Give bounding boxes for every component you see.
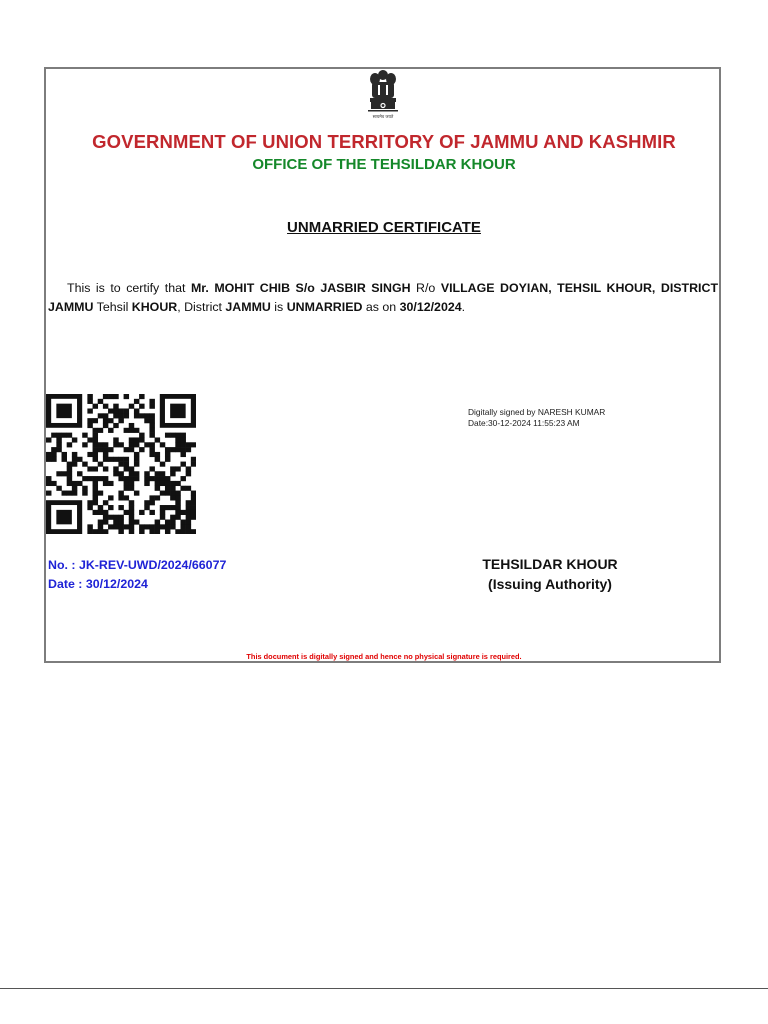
- digital-signature-note: This document is digitally signed and hence no physical signature is required.: [246, 652, 522, 661]
- authority-title: TEHSILDAR KHOUR: [482, 556, 618, 572]
- digital-signature: [468, 407, 605, 429]
- government-title: GOVERNMENT OF UNION TERRITORY OF JAMMU AND KASHMIR: [92, 131, 676, 152]
- certificate-body: [48, 279, 718, 317]
- office-title: OFFICE OF THE TEHSILDAR KHOUR: [252, 156, 516, 173]
- marital-status: UNMARRIED: [286, 300, 363, 314]
- qr-code: [46, 394, 196, 534]
- signed-by: Digitally signed by NARESH KUMAR: [468, 407, 606, 417]
- is-label: is: [270, 300, 287, 314]
- applicant-address: VILLAGE DOYIAN, TEHSIL KHOUR, DISTRICT JAMMU: [48, 281, 719, 314]
- svg-text:सत्यमेव जयते: सत्यमेव जयते: [372, 114, 394, 119]
- reference-date: Date : 30/12/2024: [48, 577, 148, 591]
- signed-date: Date:30-12-2024 11:55:23 AM: [468, 418, 580, 428]
- district-label: , District: [177, 300, 226, 314]
- sentence-end: .: [461, 300, 466, 314]
- tehsil-label: Tehsil: [93, 300, 132, 314]
- as-on-label: as on: [362, 300, 400, 314]
- district-value: JAMMU: [225, 300, 271, 314]
- reference-number: No. : JK-REV-UWD/2024/66077: [48, 558, 227, 572]
- national-emblem-icon: [364, 68, 402, 120]
- resident-label: R/o: [410, 281, 441, 295]
- tehsil-value: KHOUR: [131, 300, 178, 314]
- certificate-date: 30/12/2024: [399, 300, 462, 314]
- applicant-name: Mr. MOHIT CHIB S/o JASBIR SINGH: [190, 281, 411, 295]
- intro-text: This is to certify that: [67, 281, 191, 295]
- issuing-authority: [455, 554, 645, 594]
- authority-role: (Issuing Authority): [488, 576, 612, 592]
- page-divider: [0, 988, 768, 989]
- certificate-heading: UNMARRIED CERTIFICATE: [287, 219, 481, 236]
- reference-block: [48, 556, 226, 594]
